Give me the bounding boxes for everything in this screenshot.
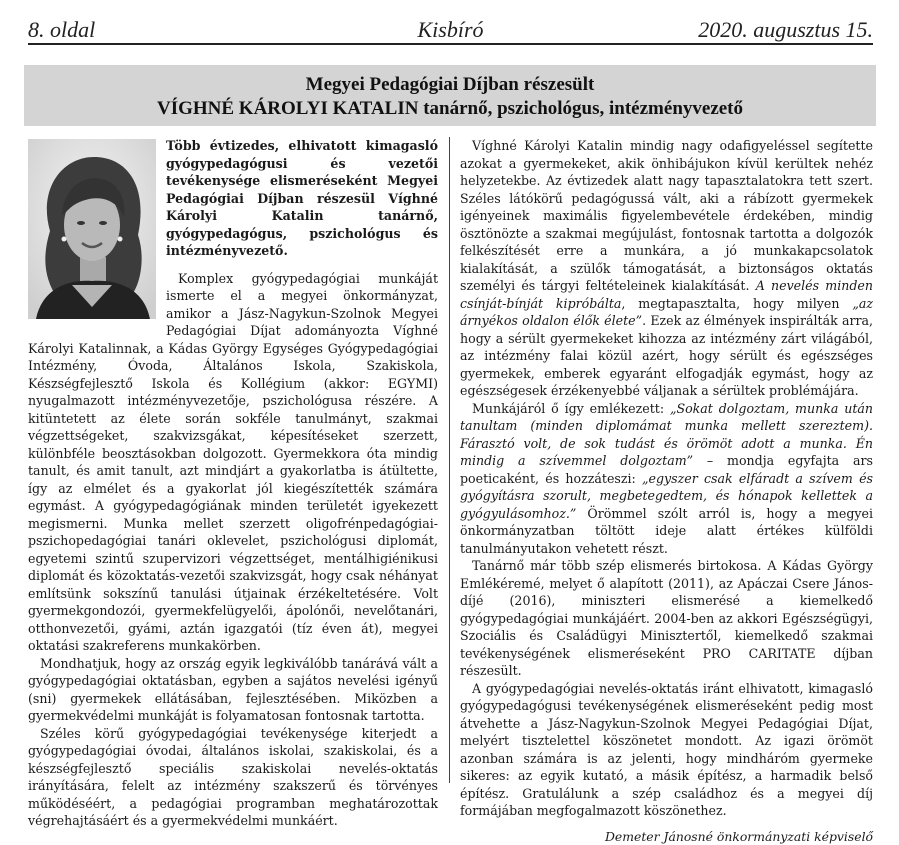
paragraph: Komplex gyógypedagógiai munkáját ismerte el a megyei önkormányzat, amikor a Jász-Nagykun-Szolnok Megyei Pedagógiai Díjat adományozta Víghné Károlyi Katalinnak, a Kádas György Egységes Gyógypedagógiai Intézmény, Óvoda, Általános Iskola, Szakiskola, Készségfejlesztő Iskola és Kollégium (akkor: EGYMI) nyugalmazott intézményvezetője, pszichológusa részére. A kitüntetett az élete során sokféle tanulmányt, szakmai végzettségeket, szakvizsgákat, képesítéseket szerzett, különbféle beosztásokban dolgozott. Gyermekkora óta mindig tanult, és amit tanult, azt mindjárt a gyakorlatba is átültette, így az elmélet és a gyakorlat jól kiegészítették számára egymást. A gyógypedagógiának minden területét igyekezett megismerni. Munka mellet szerzett oligofrénpedagógiai-pszichopedagógiai tanári oklevelet, pszichológusi diplomát, egyetemi szintű szupervizori végzettséget, mentálhigiénikusi diplomát és közoktatás-vezetői szakvizsgát, hogy csak néhányat említsünk sokszínű tanulási útjainak érzékeltetésére. Volt gyermekgondozói, gyermekfelügyelői, ápolónői, nevelőtanári, otthonvezetői, gyámi, aztán igazgatói (tíz éven át), megyei oktatási szakreferens munkakörben.	[28, 270, 438, 655]
right-column	[460, 137, 873, 845]
quote-text: „egyszer csak elfáradt a szívem és gyógyításra szorult, megbetegedtem, és hónapok kellettek a gyógyulásomhoz.”	[460, 471, 873, 521]
column-divider	[449, 137, 450, 783]
article-title-box	[24, 65, 876, 126]
article-subtitle: VÍGHNÉ KÁROLYI KATALIN tanárnő, pszichológus, intézményvezető	[24, 98, 876, 120]
page-header	[28, 0, 873, 40]
article-lead: Több évtizedes, elhivatott kimagasló gyógypedagógusi és vezetői tevékenysége elismeréseként Megyei Pedagógiai Díjban részesül Víghné Károlyi Katalin tanárnő, gyógypedagógus, pszichológus és intézményvezető.	[28, 137, 438, 260]
page-number: 8. oldal	[28, 19, 95, 41]
portrait-image	[28, 139, 156, 319]
portrait-photo	[28, 139, 156, 319]
paragraph-text: Munkájáról ő így emlékezett:	[472, 401, 670, 416]
paragraph-text: Örömmel szólt arról is, hogy a megyei önkormányzatban töltött ideje alatt értékes külföldi tanulmányutakon vehetett részt.	[460, 506, 873, 556]
issue-date: 2020. augusztus 15.	[698, 19, 873, 41]
paragraph-text: , megtapasztalta, hogy milyen	[621, 296, 852, 311]
paragraph-text: . Ezek az élmények inspirálták arra, hogy a sérült gyermekeket kihozza az intézmény zárt világából, az intézmény falai közül azért, hogy sérült és egészséges gyermekek, emberek egyaránt elfogadják egymást, hogy az egészségesek érzékenyebbé váljanak a sérültek problémájára.	[460, 313, 873, 398]
paragraph	[460, 400, 873, 558]
publication-name: Kisbíró	[28, 19, 873, 41]
quote-text: „Sokat dolgoztam, munka után tanultam (minden diplomámat munka mellett szereztem). Fárasztó volt, de sok tudást és örömöt adott a munka. Én mindig a szívemmel dolgoztam”	[460, 401, 873, 469]
paragraph-text: Víghné Károlyi Katalin mindig nagy odafigyeléssel segítette azokat a gyermekeket, akik önhibájukon kívül kerültek nehéz helyzetekbe. Az évtizedek alatt nagy tapasztalatokra tett szert. Széles látókörű pedagógussá vált, aki a rábízott gyermekek igényeinek maximális figyelembevétele érdekében, mindig ösztönözte a szakmai megújulást, fontosnak tartotta a dolgozók felkészítését erre a munkára, a jó munkakapcsolatok kialakítását, a szülők támogatását, a biztonságos oktatás személyi és tárgyi feltételeinek kialakítását.	[460, 138, 873, 293]
paragraph: Tanárnő már több szép elismerés birtokosa. A Kádas György Emlékéremé, melyet ő alapított (2011), az Apáczai Csere János-díjé (2016), miniszteri elismerésé a kiemelkedő gyógypedagógiai munkájáért. 2004-ben az akkori Egészségügyi, Szociális és Családügyi Minisztertől, kiemelkedő szakmai tevékenységének elismeréseként PRO CARITATE díjban részesült.	[460, 557, 873, 680]
header-rule	[28, 43, 873, 45]
paragraph: Mondhatjuk, hogy az ország egyik legkiválóbb tanárává vált a gyógypedagógiai oktatásban, egyben a sajátos nevelési igényű (sni) gyermekek ellátásában, fejlesztésében. Miközben a gyermekvédelmi munkáját is folyamatosan fontosnak tartotta.	[28, 655, 438, 725]
quote-text: „az árnyékos oldalon élők élete”	[460, 296, 873, 329]
paragraph: Széles körű gyógypedagógiai tevékenysége kiterjedt a gyógypedagógiai óvodai, általános iskolai, szakiskolai, és a készségfejlesztő speciális szakiskolai nevelés-oktatás irányítására, felelt az intézmény szakszerű és törvényes működéséért, a pedagógiai programban meghatározottak végrehajtásáért és a gyermekvédelmi munkáért.	[28, 725, 438, 830]
paragraph: A gyógypedagógiai nevelés-oktatás iránt elhivatott, kimagasló gyógypedagógusi tevékenységének elismeréseként pedig most átvehette a Jász-Nagykun-Szolnok Megyei Pedagógiai Díjat, melyért tisztelettel köszönetet mondott. Az igazi örömöt azonban számára is az jelenti, hogy mindháróm gyermeke sikeres: az egyik kutató, a másik építész, a harmadik belső építész. Gratulálunk a szép családhoz és a megyei díj formájában megfogalmazott köszönethez.	[460, 680, 873, 820]
author-signature: Demeter Jánosné önkormányzati képviselő	[460, 828, 873, 845]
paragraph	[460, 137, 873, 400]
paragraph-text: – mondja egyfajta ars poeticaként, és hozzáteszi:	[460, 453, 873, 486]
article-title: Megyei Pedagógiai Díjban részesült	[24, 74, 876, 96]
left-column	[28, 137, 438, 830]
italic-text: A nevelés minden csínját-bínját kipróbálta	[460, 278, 873, 311]
